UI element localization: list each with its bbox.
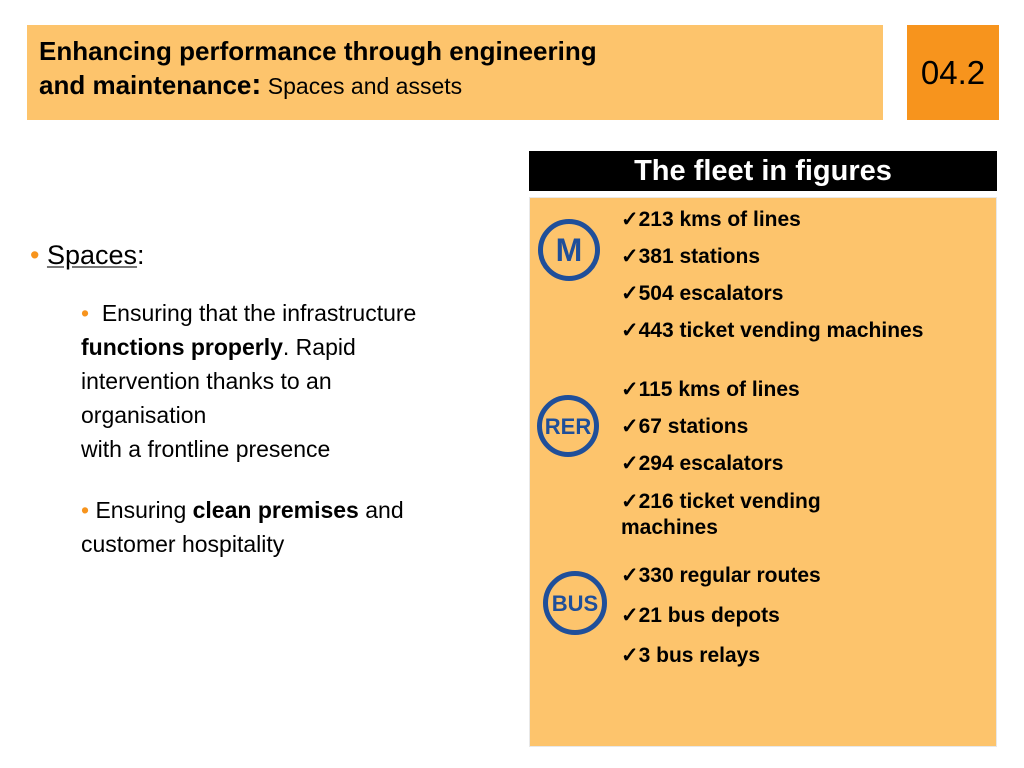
- item2-rest2: customer hospitality: [81, 531, 285, 557]
- rer-logo-icon: [536, 394, 600, 458]
- item1-rest4: with a frontline presence: [81, 436, 331, 462]
- bullet-icon: •: [81, 300, 90, 326]
- bus-fig-3: ✓3 bus relays: [621, 644, 761, 667]
- checkmark-icon: ✓: [621, 245, 639, 268]
- bullet-icon: •: [81, 497, 90, 523]
- fleet-panel: [529, 197, 997, 747]
- bus-fig-2: ✓21 bus depots: [621, 604, 780, 627]
- checkmark-icon: ✓: [621, 282, 639, 305]
- metro-fig-4: ✓443 ticket vending machines: [621, 319, 924, 342]
- bus-logo-text: BUS: [551, 591, 599, 616]
- metro-fig-1: ✓213 kms of lines: [621, 208, 801, 231]
- page-subtitle: Spaces and assets: [261, 73, 463, 99]
- item2-lead: Ensuring: [95, 497, 193, 523]
- item1-lead: Ensuring that the infrastructure: [101, 300, 417, 326]
- rer-fig-2: ✓67 stations: [621, 415, 749, 438]
- checkmark-icon: ✓: [621, 415, 639, 438]
- rer-fig-3: ✓294 escalators: [621, 452, 784, 475]
- checkmark-icon: ✓: [621, 378, 639, 401]
- item1-bold: functions properly: [81, 334, 283, 360]
- item1-rest3: organisation: [81, 402, 207, 428]
- checkmark-icon: ✓: [621, 490, 639, 513]
- rer-fig-4: ✓216 ticket vending: [621, 490, 821, 513]
- bullet-spaces-label: Spaces: [46, 240, 138, 270]
- checkmark-icon: ✓: [621, 208, 639, 231]
- page-title-line2: [39, 68, 871, 103]
- section-number-badge: 04.2: [907, 25, 999, 120]
- metro-fig-3: ✓504 escalators: [621, 282, 784, 305]
- item1-rest1: . Rapid: [282, 334, 356, 360]
- page-title-colon: :: [251, 68, 262, 101]
- checkmark-icon: ✓: [621, 604, 639, 627]
- metro-logo-text: M: [555, 232, 583, 268]
- sub-bullet-clean: [81, 493, 506, 561]
- rer-fig-1: ✓115 kms of lines: [621, 378, 800, 401]
- rer-fig-4-cont: machines: [621, 516, 718, 539]
- checkmark-icon: ✓: [621, 452, 639, 475]
- checkmark-icon: ✓: [621, 319, 639, 342]
- page-title-line2-bold: and maintenance: [39, 70, 252, 100]
- item2-bold: clean premises: [192, 497, 359, 523]
- bus-logo-icon: [542, 570, 608, 636]
- bullet-spaces: [30, 240, 145, 271]
- bullet-icon: •: [30, 240, 40, 270]
- fleet-header: The fleet in figures: [529, 151, 997, 191]
- rer-logo-text: RER: [544, 414, 592, 439]
- bus-fig-1: ✓330 regular routes: [621, 564, 821, 587]
- title-box: [27, 25, 883, 120]
- metro-logo-icon: [537, 218, 601, 282]
- bullet-spaces-colon: :: [137, 240, 145, 270]
- page-title-line1: Enhancing performance through engineering: [39, 36, 597, 66]
- checkmark-icon: ✓: [621, 564, 639, 587]
- item1-rest2: intervention thanks to an: [81, 368, 332, 394]
- metro-fig-2: ✓381 stations: [621, 245, 760, 268]
- checkmark-icon: ✓: [621, 644, 639, 667]
- sub-bullet-functions: [81, 296, 506, 466]
- item2-rest1: and: [358, 497, 404, 523]
